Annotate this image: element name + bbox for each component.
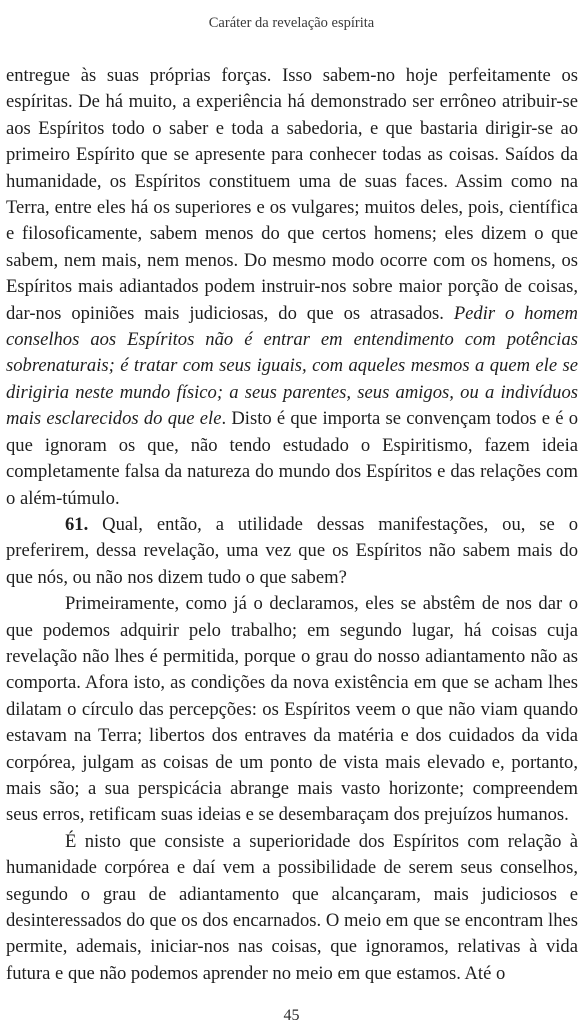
item-number: 61. xyxy=(65,513,89,535)
paragraph-text: . Disto é que importa se convençam todos e é o que ignoram os que, não tendo estudado o Espiritismo, fazem ideia completamente falsa da natureza do mundo dos Espíritos e das relações com o além-túmulo. xyxy=(6,408,578,509)
page-body xyxy=(6,63,578,987)
page-number: 45 xyxy=(283,1007,300,1024)
numbered-question xyxy=(6,512,578,591)
question-text: Qual, então, a utilidade dessas manifestações, ou, se o preferirem, dessa revelação, uma vez que os Espíritos não sabem mais do que nós, ou não nos dizem tudo o que sabem? xyxy=(6,513,578,588)
italic-passage: Pedir o homem conselhos aos Espíritos não é entrar em entendimento com potências sobrenaturais; é tratar com seus iguais, com aqueles mesmos a quem ele se dirigiria neste mundo físico; a seus parentes, seus amigos, ou a indivíduos mais esclarecidos do que ele xyxy=(6,302,578,430)
answer-paragraph: Primeiramente, como já o declaramos, eles se abstêm de nos dar o que podemos adquirir pelo trabalho; em segundo lugar, há coisas cuja revelação não lhes é permitida, porque o grau do nosso adiantamento não as comporta. Afora isto, as condições da nova existência em que se acham lhes dilatam o círculo das percepções: os Espíritos veem o que não viam quando estavam na Terra; libertos dos entraves da matéria e dos cuidados da vida corpórea, julgam as coisas de um ponto de vista mais elevado e, portanto, mais são; a sua perspicácia abrange mais vasto horizonte; compreendem seus erros, retificam suas ideias e se desembaraçam dos prejuízos humanos. xyxy=(6,593,578,826)
paragraph-text: entregue às suas próprias forças. Isso sabem-no hoje perfeitamente os espíritas. De há muito, a experiência há demonstrado ser errôneo atribuir-se aos Espíritos todo o saber e toda a sabedoria, e que bastaria dirigir-se ao primeiro Espírito que se apresente para conhecer todas as coisas. Saídos da humanidade, os Espíritos constituem uma de suas faces. Assim como na Terra, entre eles há os superiores e os vulgares; muitos deles, pois, científica e filosoficamente, sabem menos do que certos homens; eles dizem o que sabem, nem mais, nem menos. Do mesmo modo ocorre com os homens, os Espíritos mais adiantados podem instruir-nos sobre maior porção de coisas, dar-nos opiniões mais judiciosas, do que os atrasados. xyxy=(6,65,578,324)
paragraph-continuation xyxy=(6,63,578,512)
running-header: Caráter da revelação espírita xyxy=(208,15,375,31)
answer-paragraph: É nisto que consiste a superioridade dos Espíritos com relação à humanidade corpórea e daí vem a possibilidade de serem seus conselhos, segundo o grau de adiantamento que alcançaram, mais judiciosos e desinteressados do que os dos encarnados. O meio em que se encontram lhes permite, ademais, iniciar-nos nas coisas, que ignoramos, relativas à vida futura e que não podemos aprender no meio em que estamos. Até o xyxy=(6,830,578,984)
